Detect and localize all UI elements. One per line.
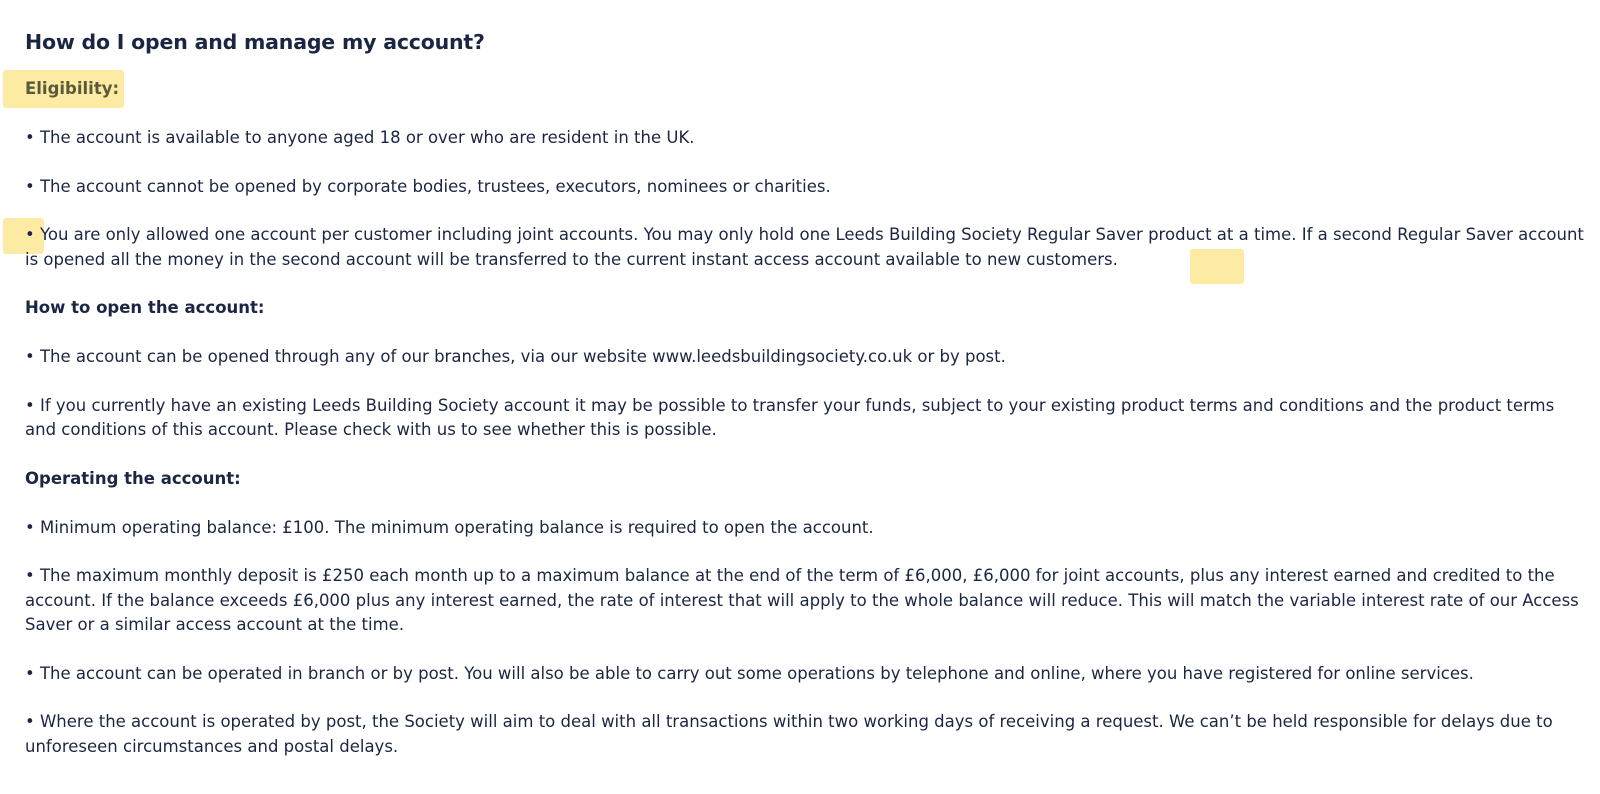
operating-item: • Where the account is operated by post, the Society will aim to deal with all transactions within two working days of receiving a request. We can’t be held responsible for delays due to unforeseen circumstances and postal delays. — [25, 712, 1553, 756]
operating-item: • Minimum operating balance: £100. The minimum operating balance is required to open the account. — [25, 517, 874, 537]
operating-item: • The account can be operated in branch or by post. You will also be able to carry out some operations by telephone and online, where you have registered for online services. — [25, 663, 1474, 683]
operating-title: Operating the account: — [25, 468, 241, 488]
open-account-title: How to open the account: — [25, 298, 265, 317]
operating-item: • The maximum monthly deposit is £250 each month up to a maximum balance at the end of the term of £6,000, £6,000 for joint accounts, plus any interest earned and credited to the account. If the balance exceeds £6,000 plus any interest earned, the rate of interest that will apply to the whole balance will reduce. This will match the variable interest rate of our Access Saver or a similar access account at the time. — [25, 566, 1579, 634]
faq-content — [25, 28, 1585, 783]
open-account-item: • If you currently have an existing Leeds Building Society account it may be possible to transfer your funds, subject to your existing product terms and conditions and the product terms and conditions of this account. Please check with us to see whether this is possible. — [25, 395, 1555, 439]
eligibility-item: • The account cannot be opened by corporate bodies, trustees, executors, nominees or charities. — [25, 176, 831, 196]
page-title: How do I open and manage my account? — [25, 30, 485, 54]
eligibility-item: • You are only allowed one account per customer including joint accounts. You may only hold one Leeds Building Society Regular Saver product at a time. If a second Regular Saver account is opened all the money in the second account will be transferred to the current instant access account available to new customers. — [25, 225, 1584, 269]
open-account-item: • The account can be opened through any of our branches, via our website www.leedsbuildingsociety.co.uk or by post. — [25, 347, 1006, 366]
eligibility-title: Eligibility: — [25, 79, 120, 98]
eligibility-item: • The account is available to anyone aged 18 or over who are resident in the UK. — [25, 128, 695, 147]
